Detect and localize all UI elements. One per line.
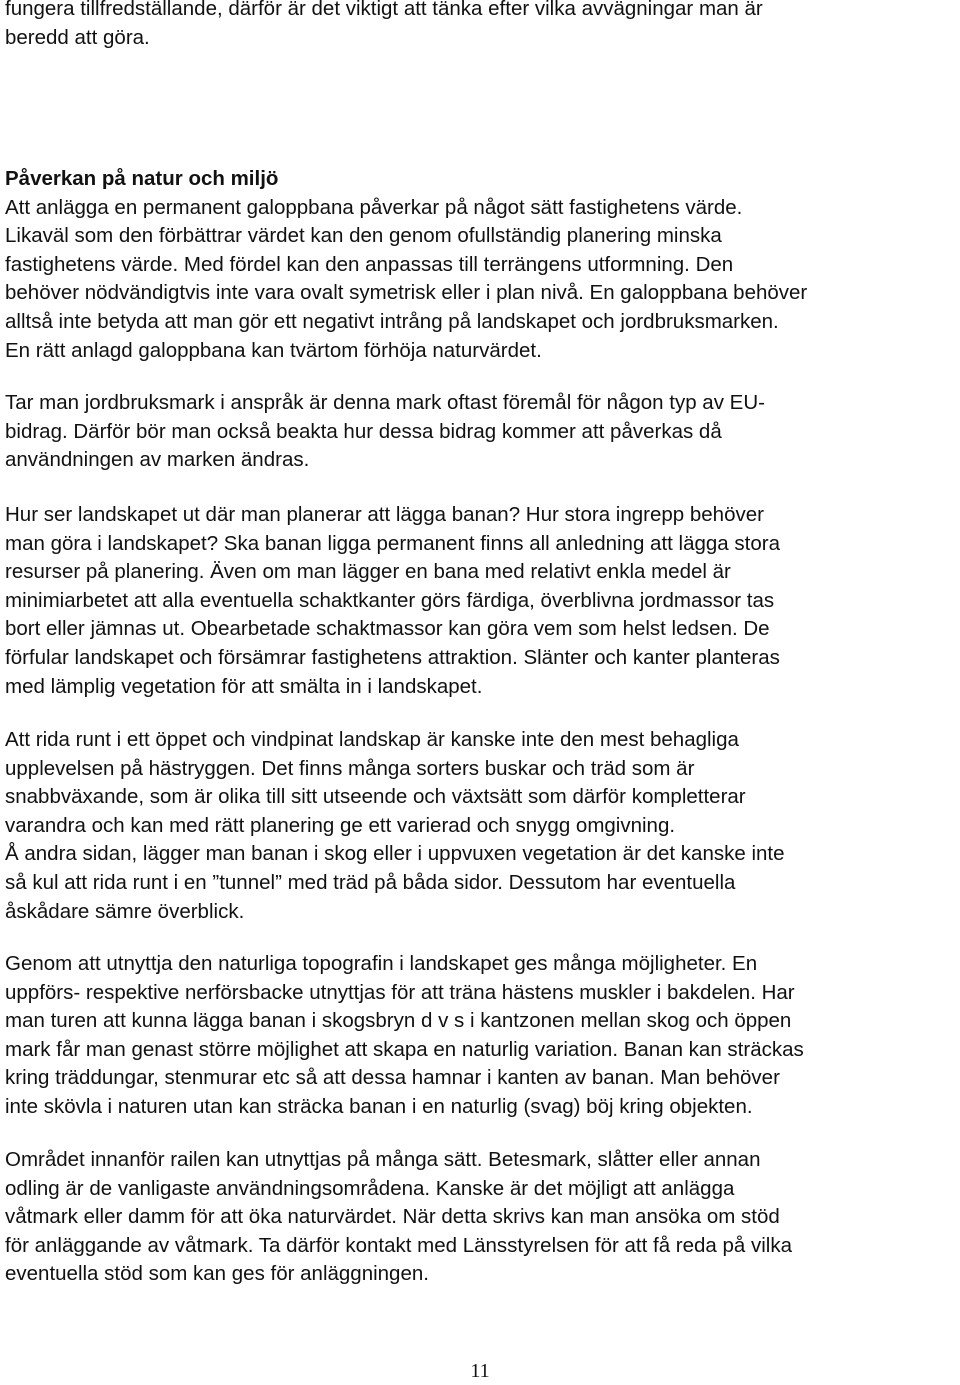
paragraph-inner-area (5, 1146, 957, 1289)
text-line: snabbväxande, som är olika till sitt utseende och växtsätt som därför kompletterar (5, 785, 746, 809)
text-line: för anläggande av våtmark. Ta därför kontakt med Länsstyrelsen för att få reda på vilka (5, 1233, 793, 1257)
text-line: bidrag. Därför bör man också beakta hur dessa bidrag kommer att påverkas då (5, 419, 722, 443)
paragraph-topography (5, 950, 957, 1122)
text-line: inte skövla i naturen utan kan sträcka banan i en naturlig (svag) böj kring objekten. (5, 1094, 753, 1118)
paragraph-riding-experience (5, 726, 957, 926)
text-line: Å andra sidan, lägger man banan i skog eller i uppvuxen vegetation är det kanske inte (5, 842, 785, 866)
text-line: Hur ser landskapet ut där man planerar att lägga banan? Hur stora ingrepp behöver (5, 503, 764, 526)
text-line: uppförs- respektive nerförsbacke utnyttjas för att träna hästens muskler i bakdelen. Har (5, 980, 795, 1004)
text-line: åskådare sämre överblick. (5, 899, 245, 923)
text-line: eventuella stöd som kan ges för anläggningen. (5, 1262, 429, 1286)
text-line: fastighetens värde. Med fördel kan den anpassas till terrängens utformning. Den (5, 252, 734, 276)
text-line: användningen av marken ändras. (5, 448, 310, 472)
text-line: man turen att kunna lägga banan i skogsbryn d v s i kantzonen mellan skog och öppen (5, 1009, 792, 1033)
text-line: Att rida runt i ett öppet och vindpinat landskap är kanske inte den mest behagliga (5, 728, 739, 751)
text-line: minimiarbetet att alla eventuella schaktkanter görs färdiga, överblivna jordmassor tas (5, 588, 775, 612)
text-line: En rätt anlagd galoppbana kan tvärtom förhöja naturvärdet. (5, 338, 542, 362)
text-line: så kul att rida runt i en ”tunnel” med träd på båda sidor. Dessutom har eventuella (5, 870, 736, 894)
text-line: fungera tillfredställande, därför är det viktigt att tänka efter vilka avvägningar man är (5, 0, 763, 20)
text-line: mark får man genast större möjlighet att skapa en naturlig variation. Banan kan sträckas (5, 1037, 804, 1061)
paragraph-eu-support (5, 389, 957, 475)
text-line: behöver nödvändigtvis inte vara ovalt symetrisk eller i plan nivå. En galoppbana behöver (5, 281, 808, 305)
text-line: kring träddungar, stenmurar etc så att dessa hamnar i kanten av banan. Man behöver (5, 1066, 780, 1090)
text-line: med lämplig vegetation för att smälta in i landskapet. (5, 674, 483, 698)
paragraph-landscape (5, 501, 957, 701)
paragraph-intro-tail (5, 0, 957, 52)
text-line: Att anlägga en permanent galoppbana påverkar på något sätt fastighetens värde. (5, 195, 743, 219)
text-line: förfular landskapet och försämrar fastighetens attraktion. Slänter och kanter planteras (5, 645, 780, 669)
text-line: Genom att utnyttja den naturliga topografin i landskapet ges många möjligheter. En (5, 952, 758, 975)
text-line: upplevelsen på hästryggen. Det finns många sorters buskar och träd som är (5, 756, 695, 780)
section-heading: Påverkan på natur och miljö (5, 167, 279, 190)
text-line: varandra och kan med rätt planering ge ett varierad och snygg omgivning. (5, 813, 676, 837)
paragraph-nature (5, 165, 957, 365)
text-line: Tar man jordbruksmark i anspråk är denna mark oftast föremål för någon typ av EU- (5, 391, 765, 414)
text-line: beredd att göra. (5, 25, 150, 49)
text-line: Området innanför railen kan utnyttjas på många sätt. Betesmark, slåtter eller annan (5, 1148, 761, 1171)
text-line: odling är de vanligaste användningsområdena. Kanske är det möjligt att anlägga (5, 1176, 735, 1200)
text-line: Likaväl som den förbättrar värdet kan den genom ofullständig planering minska (5, 224, 722, 248)
text-line: resurser på planering. Även om man lägger en bana med relativt enkla medel är (5, 560, 731, 584)
text-line: man göra i landskapet? Ska banan ligga permanent finns all anledning att lägga stora (5, 531, 780, 555)
page-number: 11 (470, 1360, 490, 1382)
text-line: alltså inte betyda att man gör ett negativt intrång på landskapet och jordbruksmarken. (5, 309, 779, 333)
text-line: våtmark eller damm för att öka naturvärdet. När detta skrivs kan man ansöka om stöd (5, 1205, 780, 1229)
text-line: bort eller jämnas ut. Obearbetade schaktmassor kan göra vem som helst ledsen. De (5, 617, 770, 641)
